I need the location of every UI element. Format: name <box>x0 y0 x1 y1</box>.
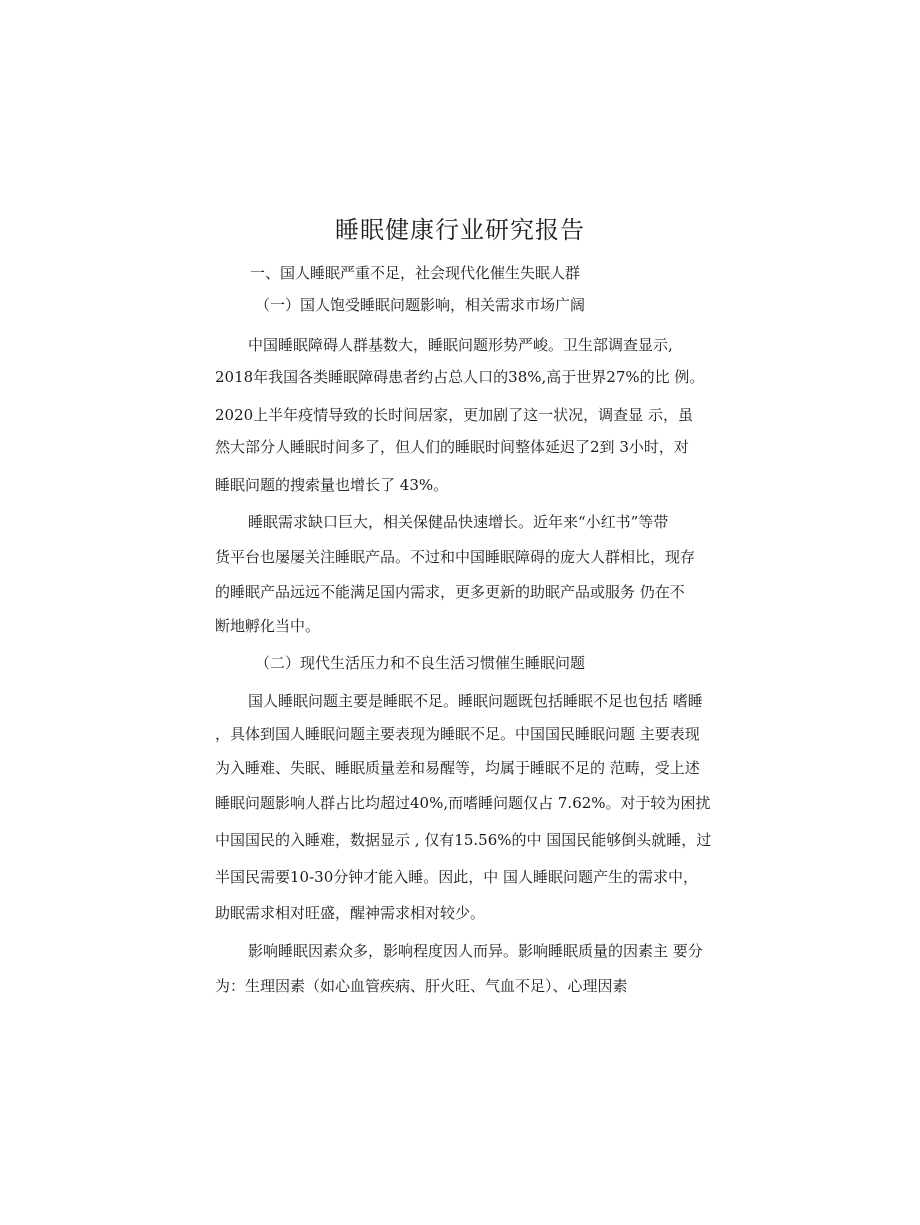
paragraph-line: ，具体到国人睡眠问题主要表现为睡眠不足。中国国民睡眠问题 主要表现 <box>215 725 700 743</box>
section-heading: 一、国人睡眠严重不足，社会现代化催生失眠人群 <box>250 264 581 282</box>
subsection-heading-2: （二）现代生活压力和不良生活习惯催生睡眠问题 <box>255 654 586 672</box>
paragraph-line: 2020上半年疫情导致的长时间居家，更加剧了这一状况，调查显 示，虽 <box>215 406 693 424</box>
paragraph-line: 国人睡眠问题主要是睡眠不足。睡眠问题既包括睡眠不足也包括 嗜睡 <box>248 692 703 710</box>
paragraph-line: 货平台也屡屡关注睡眠产品。不过和中国睡眠障碍的庞大人群相比，现存 <box>215 548 696 566</box>
paragraph-line: 助眠需求相对旺盛，醒神需求相对较少。 <box>215 904 486 922</box>
paragraph-line: 断地孵化当中。 <box>215 617 321 635</box>
subsection-heading-1: （一）国人饱受睡眠问题影响，相关需求市场广阔 <box>255 296 586 314</box>
paragraph-line: 中国睡眠障碍人群基数大，睡眠问题形势严峻。卫生部调查显示, <box>248 336 673 354</box>
paragraph-line: 睡眠问题影响人群占比均超过40%,而嗜睡问题仅占 7.62%。对于较为困扰 <box>215 794 711 812</box>
paragraph-line: 睡眠问题的搜索量也增长了 43%。 <box>215 476 449 494</box>
paragraph-line: 影响睡眠因素众多，影响程度因人而异。影响睡眠质量的因素主 要分 <box>248 942 703 960</box>
paragraph-line: 的睡眠产品远远不能满足国内需求，更多更新的助眠产品或服务 仍在不 <box>215 583 685 601</box>
paragraph-line: 然大部分人睡眠时间多了，但人们的睡眠时间整体延迟了2到 3小时，对 <box>215 438 689 456</box>
paragraph-line: 为入睡难、失眠、睡眠质量差和易醒等，均属于睡眠不足的 范畴，受上述 <box>215 759 700 777</box>
paragraph-line: 2018年我国各类睡眠障碍患者约占总人口的38%,高于世界27%的比 例。 <box>215 368 705 386</box>
paragraph-line: 半国民需要10-30分钟才能入睡。因此，中 国人睡眠问题产生的需求中， <box>215 868 699 886</box>
report-title: 睡眠健康行业研究报告 <box>335 216 585 244</box>
paragraph-line: 睡眠需求缺口巨大，相关保健品快速增长。近年来“小红书”等带 <box>248 513 669 531</box>
paragraph-line: 为：生理因素（如心血管疾病、肝火旺、气血不足）、心理因素 <box>215 977 628 995</box>
paragraph-line: 中国国民的入睡难，数据显示 , 仅有15.56%的中 国国民能够倒头就睡，过 <box>215 831 712 849</box>
